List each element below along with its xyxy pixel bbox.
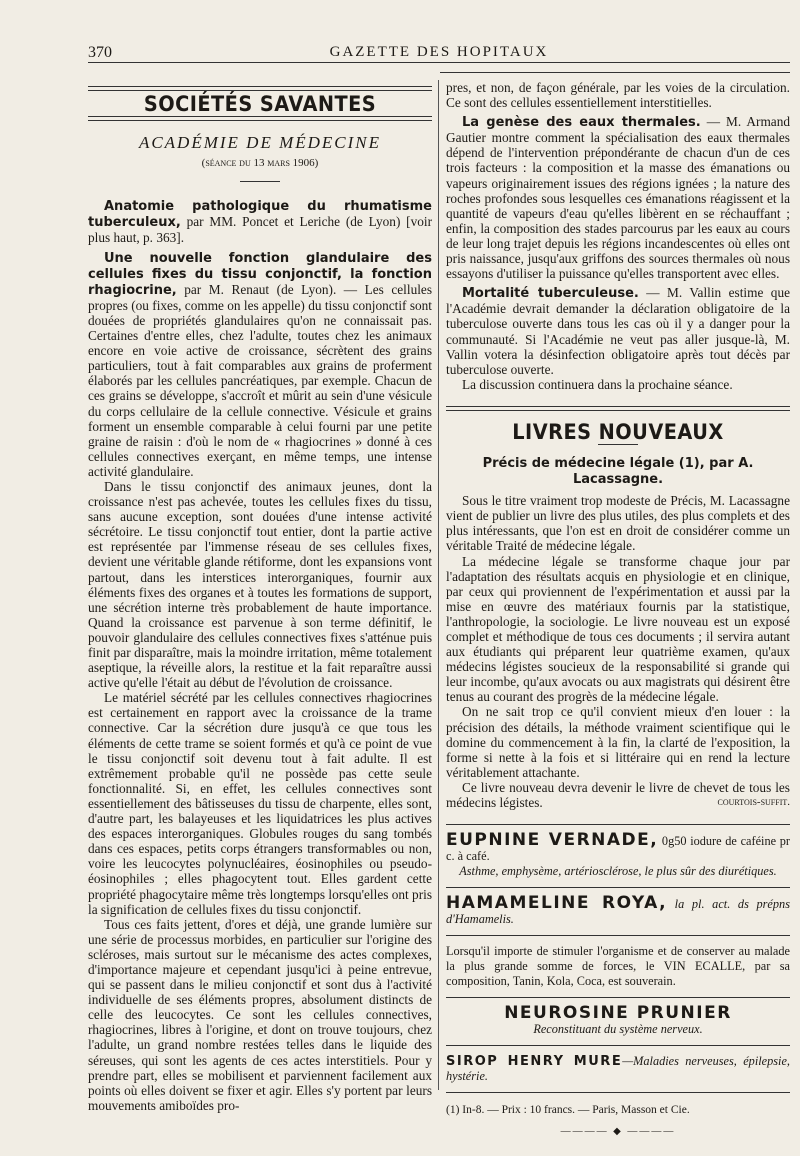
book-title: Précis de médecine légale (1), par A. Lacassagne. bbox=[482, 455, 754, 488]
ad-rule bbox=[446, 1092, 790, 1093]
seance-date: (séance du 13 mars 1906) bbox=[201, 157, 319, 170]
article-body: par M. Renaut (de Lyon). — Les cellules propres (ou fixes, comme on les appelle) du tissu conjonctif sont douées de propriétés glandulaires qu'on ne connaissait pas. Certaines d'entre elles, chez l'adulte, toutes chez les animaux encore en voie active de croissance, sécrètent des grains particuliers, tout à fait comparables aux grains de proferment élaborés par les cellules pancréatiques, par exemple. Chacun de ces grains se développe, s'accroît et mûrit au sein d'une vésicule du corps cellulaire de la cellule connective. Vésicule et grains forment un ensemble comparable à celui fourni par une petite graine de raisin : d'où le nom de « rhagiocrines » donné à ces cellules connectives exerçant, en même temps, une intense activité glandulaire. bbox=[88, 281, 432, 479]
ad-rule bbox=[446, 887, 790, 888]
left-column bbox=[88, 80, 432, 1113]
article-title: Mortalité tuberculeuse. bbox=[462, 286, 639, 302]
article-eaux-thermales bbox=[446, 114, 790, 281]
article-title: Anatomie pathologique du rhumatisme tuberculeux, bbox=[88, 199, 432, 231]
ornament: ———— ◆ ———— bbox=[560, 1126, 676, 1138]
running-title: GAZETTE DES HOPITAUX bbox=[329, 44, 549, 60]
ad-sirop: SIROP HENRY MURE—Maladies nerveuses, épilepsie, hystérie. bbox=[446, 1054, 791, 1084]
footnote: (1) In-8. — Prix : 10 francs. — Paris, Masson et Cie. bbox=[446, 1104, 690, 1117]
section-rule-top bbox=[88, 86, 432, 91]
column-divider bbox=[438, 80, 439, 1090]
page-number: 370 bbox=[88, 44, 112, 61]
ad-rule bbox=[446, 997, 790, 998]
ad-neurosine bbox=[446, 1003, 790, 1024]
ad-hamameline: HAMAMELINE ROYA, la pl. act. ds prépns d'Hamamelis. bbox=[446, 893, 790, 927]
ad-vin-ecalle: Lorsqu'il importe de stimuler l'organisme et de conserver au malade la plus grande somme de forces, le VIN ECALLE, par sa composition, Tanin, Kola, Coca, est souverain. bbox=[446, 944, 790, 989]
ad-brand: SIROP HENRY MURE bbox=[446, 1054, 623, 1070]
paragraph: Dans le tissu conjonctif des animaux jeunes, dont la croissance n'est pas achevée, toutes les cellules fixes du tissu, sans aucune exception, sont douées d'une intense activité sécrétoire. Le tissu conjonctif tout entier, dont la partie active est représentée par l'immense réseau de ses cellules fixes, devient une véritable glande rétiforme, dont les expansions vont partout, dans les interstices interorganiques, fournir aux éléments fixes des organes et à toutes les formations de support, une sécrétion interne très probablement de haute importance. Quand la croissance est parvenue à son terme définitif, le pouvoir glandulaire des cellules connectives fixes s'atténue puis finit par disparaître, mais la moindre irritation, même totalement aseptique, la réveille alors, la restitue et la fait reparaître aussi active qu'elle l'était au début de l'évolution de croissance. bbox=[88, 478, 432, 691]
ad-rule bbox=[446, 1045, 790, 1046]
section-rule-top bbox=[446, 406, 790, 411]
article-rhumatisme bbox=[88, 198, 432, 245]
ad-rule bbox=[446, 935, 790, 936]
ad-neurosine-tagline: Reconstituant du système nerveux. bbox=[533, 1022, 703, 1037]
header-rule-right bbox=[440, 72, 790, 73]
article-rhagiocrine bbox=[88, 250, 432, 479]
header-rule bbox=[88, 62, 790, 63]
discussion-note: La discussion continuera dans la prochaine séance. bbox=[462, 376, 733, 392]
section-rule-bottom bbox=[88, 116, 432, 121]
paragraph: Ce livre nouveau devra devenir le livre de chevet de tous les médecins légistes. courtois-suffit. bbox=[446, 779, 790, 811]
ad-brand: HAMAMELINE ROYA, bbox=[446, 893, 668, 914]
signature: courtois-suffit. bbox=[717, 796, 790, 809]
paragraph: Le matériel sécrété par les cellules connectives rhagiocrines est certainement en rapport avec la croissance de la trame connective. Car la sécrétion dure jusqu'à ce que tous les éléments de cette trame se soient formés et qu'à ce point de vue le tissu conjonctif soit devenu tout à fait adulte. Il est extrêmement probable qu'il ne possède pas cette seule fonctionnalité. Si, en effet, les cellules connectives sont essentiellement des bâtisseuses du tissu de charpente, elles sont, d'autre part, les balayeuses et les liquidatrices les plus actives des espaces interorganiques. Globules rouges du sang tombés dans ces espaces, petits corps étrangers transformables ou non, voire les leucocytes polynucléaires, éosinophiles ou pseudo-éosinophiles ; elles phagocytent tout. Elles gardent cette propriété phagocytaire même très longtemps lorsqu'elles ont pris la signification de cellules fixes du tissu conjonctif. bbox=[88, 690, 432, 917]
paragraph: pres, et non, de façon générale, par les voies de la circulation. Ce sont des cellules essentiellement interstitielles. bbox=[446, 80, 790, 111]
section-title-livres: LIVRES NOUVEAUX bbox=[512, 419, 724, 444]
ad-rule bbox=[446, 824, 790, 825]
article-mortalite bbox=[446, 285, 790, 377]
article-title: La genèse des eaux thermales. bbox=[462, 115, 701, 131]
ad-brand: EUPNINE VERNADE, bbox=[446, 830, 659, 851]
paragraph: La médecine légale se transforme chaque jour par l'adaptation des résultats acquis en physiologie et en clinique, par ceux qui proviennent de l'expérimentation et aussi par la mise en œuvre des matériaux fournis par la statistique, l'anthropologie, la sociologie. Le livre nouveau est un exposé complet et méthodique de tous ces documents ; il servira autant aux étudiants qui préparent leur quatrième examen, qu'aux médecins légistes soucieux de la responsabilité si grande qui leur incombe, qu'aux avocats ou aux magistrats qui désirent être tenus au courant des progrès de la médecine légale. bbox=[446, 553, 790, 705]
academie-heading: ACADÉMIE DE MÉDECINE bbox=[138, 133, 382, 153]
article-body: — M. Armand Gautier montre comment la spécialisation des eaux thermales dépend de l'intervention prépondérante de chacun d'un de ces trois facteurs : la composition et la masse des émanations ou vapeurs originairement issues des régions ignées ; la nature des roches profondes sous lesquelles ces émanations réagissent et la quantité de vapeurs d'eau qu'elles libèrent en se réchauffant ; enfin, la composition des stades parcourus par les eaux au cours de leur long trajet depuis les régions incandescentes où elles ont pris naissance, jusqu'aux griffons des sources thermales où nous essayons d'utiliser la puissance qu'elles transportent avec elles. bbox=[446, 114, 790, 282]
short-rule bbox=[598, 444, 638, 445]
ad-eupnine-tagline: Asthme, emphysème, artériosclérose, le plus sûr des diurétiques. bbox=[459, 864, 777, 879]
paragraph: Tous ces faits jettent, d'ores et déjà, une grande lumière sur une série de processus morbides, en particulier sur l'origine des scléroses, mais surtout sur le mécanisme des actes complexes, d'importance majeure et cependant jusqu'ici à peine entrevue, qui se passent dans le milieu conjonctif et sont dus à l'activité individuelle de ses éléments propres, absolument distincts de celle des leucocytes. Ce sont les cellules connectives, rhagiocrines, libres à l'origine, et dont on trouve toujours, chez l'adulte, un grand nombre restées telles dans le liquide des séreuses, qui sont les agents de ces actes interstitiels. Pour y prendre part, elles se mobilisent et parviennent facilement aux points où elles doivent se fixer et agir. Elles s'y portent par leurs mouvements amiboïdes pro- bbox=[88, 916, 432, 1113]
article-title: Une nouvelle fonction glandulaire des cellules fixes du tissu conjonctif, la fonction rhagiocrine, bbox=[88, 250, 432, 298]
section-title-societes: SOCIÉTÉS SAVANTES bbox=[143, 92, 377, 116]
right-column bbox=[446, 80, 790, 1139]
article-body: — M. Vallin estime que l'Académie devrait demander la déclaration obligatoire de la tuberculose ouverte dans tous les cas où il y a danger pour la communauté. Si l'Académie ne veut pas aller jusque-là, M. Vallin votera la désinfection obligatoire après tout décès par tuberculose ouverte. bbox=[446, 285, 790, 377]
ad-brand: NEUROSINE PRUNIER bbox=[504, 1003, 732, 1024]
paragraph: On ne sait trop ce qu'il convient mieux d'en louer : la précision des détails, la méthode vraiment scientifique qui le domine du commencement à la fin, la clarté de l'exposition, la forme si nette à la fois et si littéraire qui en rend la lecture véritablement attachante. bbox=[446, 704, 790, 780]
ad-eupnine: EUPNINE VERNADE, 0g50 iodure de caféine pr c. à café. bbox=[446, 830, 790, 864]
article-byline: par MM. Poncet et Leriche (de Lyon) [voir plus haut, p. 363]. bbox=[88, 214, 432, 246]
short-rule bbox=[240, 181, 280, 182]
paragraph: Sous le titre vraiment trop modeste de Précis, M. Lacassagne vient de publier un livre des plus utiles, des plus complets et des plus intéressants, que l'on est en droit de considérer comme un véritable Traité de médecine légale. bbox=[446, 493, 790, 554]
